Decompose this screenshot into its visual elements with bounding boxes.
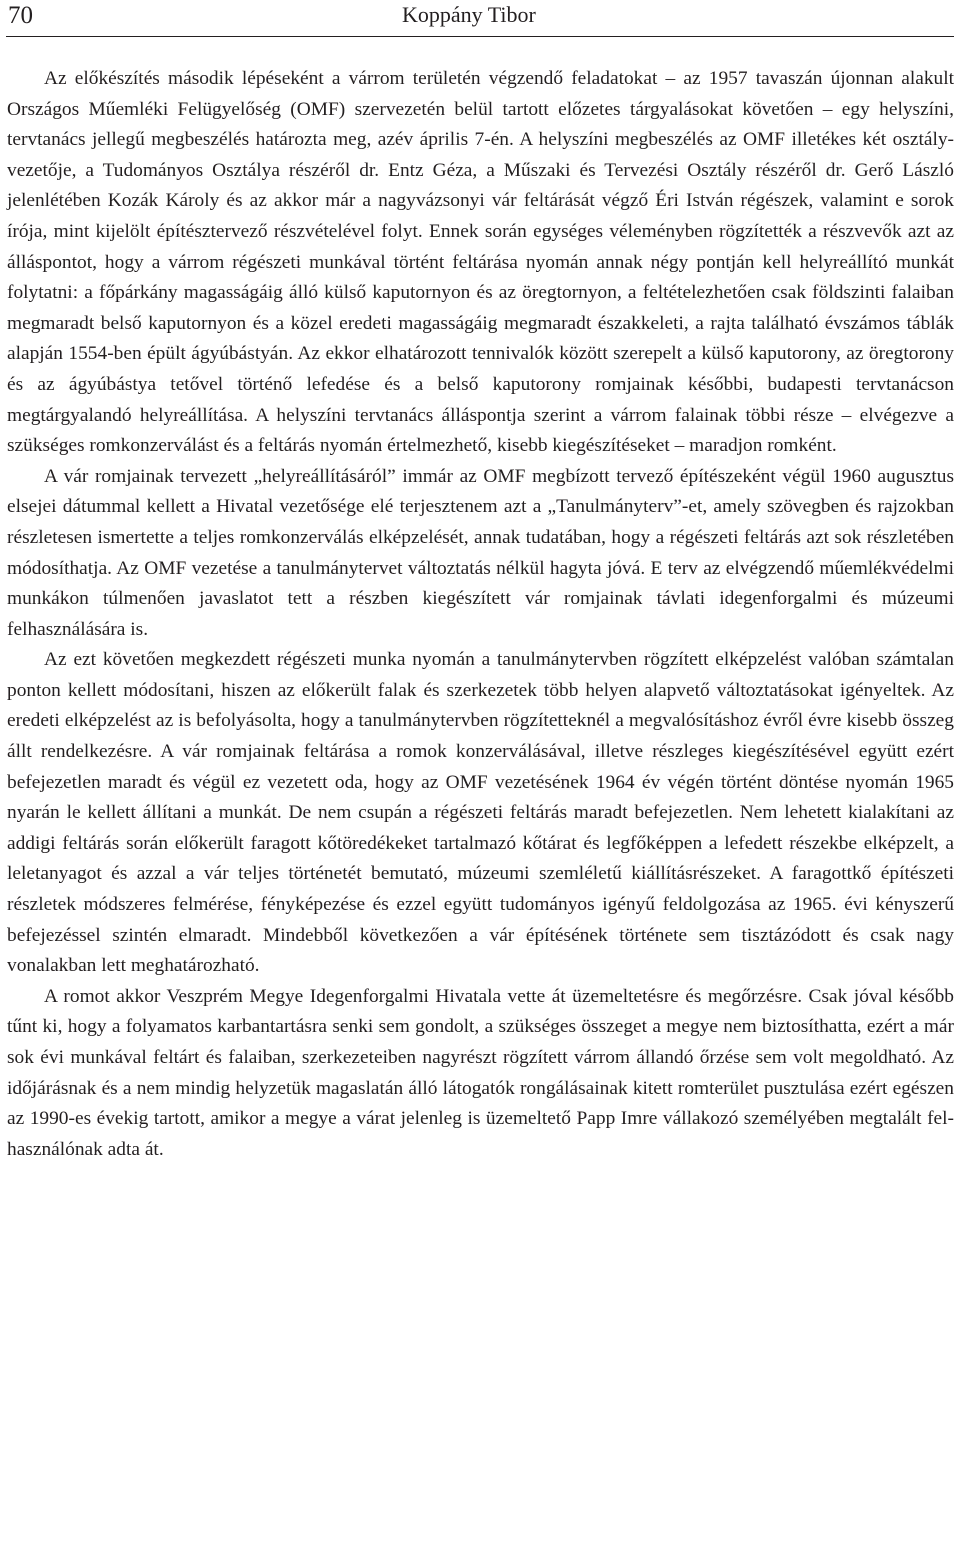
paragraph: A vár romjainak tervezett „helyreállításáról” immár az OMF megbízott tervező építészeként végül 1960 augusztus elsejei dátummal kellett a Hivatal vezetősége elé terjesztenem azt a „Tanulmányterv”-et, amely szövegben és rajzokban részletesen ismertette a teljes romkonzerválás elképzelését, annak tudatában, hogy a régészeti feltárás azt sok részletében módosíthatja. Az OMF vezetése a tanulmánytervet változtatás nélkül hagyta jóvá. E terv az elvégzendő műemlékvédelmi munkákon túlmenően javaslatot tett a részben kiegészített vár romjainak távlati idegenforgalmi és múzeumi felhasználására is. <box>7 465 954 640</box>
paragraph: Az előkészítés második lépéseként a várrom területén végzendő feladatokat – az 1957 tavaszán újonnan alakult Országos Műemléki Felügyelőség (OMF) szervezetén belül tartott előzetes tárgyalásokat követően – egy helyszíni, tervtanács jellegű megbeszélés határozta meg, azév április 7-én. A helyszíni megbeszélés az OMF illetékes két osztályvezetője, a Tudományos Osztálya részéről dr. Entz Géza, a Műszaki és Tervezési Osztály részéről dr. Gerő László jelenlétében Kozák Károly és az akkor már a nagyvázsonyi vár feltárását végző Éri István régészek, valamint e sorok írója, mint kijelölt építésztervező részvételével folyt. Ennek során egységes véleményben rögzítették a részvevők azt az álláspontot, hogy a várrom régészeti munkával történt feltárása nyomán annak négy pontján kell helyreállító munkát folytatni: a főpárkány magasságáig álló külső kaputornyon és az öregtornyon, a feltételezhetően csak földszinti falaiban megmaradt belső kaputornyon és a közel eredeti magasságáig megmaradt északkeleti, a rajta található évszámos táblák alapján 1554-ben épült ágyúbástyán. Az ekkor elhatározott tennivalók között szerepelt a külső kaputorony, az öregtorony és az ágyúbástya tetővel történő lefedése és a belső kaputorony romjainak későbbi, budapesti tervtanácson megtárgyalandó helyreállítása. A helyszíni tervtanács álláspontja szerint a várrom falainak többi része – elvégezve a szükséges romkonzerválást és a feltárás nyomán értelmezhető, kisebb kiegészítéseket – maradjon romként. <box>7 68 954 457</box>
paragraph: Az ezt követően megkezdett régészeti munka nyomán a tanulmánytervben rögzített elképzelést valóban számtalan ponton kellett módosítani, hiszen az előkerült falak és szerkezetek több helyen alapvető változtatásokat igényeltek. Az eredeti elképzelést az is befolyásolta, hogy a tanulmánytervben rögzítetteknél a megvalósításhoz évről évre kisebb összeg állt rendelkezésre. A vár romjainak feltárása a romok konzerválásával, illetve részleges kiegészítésével együtt ezért befejezetlen maradt és végül ez vezetett oda, hogy az OMF vezetésének 1964 év végén történt döntése nyomán 1965 nyarán le kellett állítani a munkát. De nem csupán a régészeti feltárás maradt befejezetlen. Nem lehetett kialakítani az addigi feltárás során előkerült faragott kőtöredékeket tartalmazó kőtárat és legfőképpen a lefedett részekbe elképzelt, a leletanyagot és azzal a vár teljes történetét bemutató, múzeumi szemléletű kiállításrészeket. A faragottkő építészeti részletek módszeres felmérése, fényképezése és ezzel együtt tudományos igényű feldolgozása az 1965. évi kényszerű befejezéssel szintén elmaradt. Mindebből következően a vár építésének története sem tisztázódott és csak nagy vonalakban lett meghatározható. <box>7 649 954 977</box>
body-text <box>7 64 954 1165</box>
running-head: Koppány Tibor <box>402 2 536 27</box>
page-header <box>6 0 954 37</box>
paragraph: A romot akkor Veszprém Megye Idegenforgalmi Hivatala vette át üzemeltetésre és megőrzésre. Csak jóval később tűnt ki, hogy a folyamatos karbantartásra senki sem gondolt, a szükséges összeget a megye nem biztosíthatta, ezért a már sok évi munkával feltárt és falaiban, szerkezeteiben nagyrészt rögzített várrom állandó őrzése sem volt megoldható. Az időjárásnak és a nem mindig helyzetük magaslatán álló látogatók rongálásainak kitett romterület pusztulása ezért egészen az 1990-es évekig tartott, amikor a megye a várat jelenleg is üzemeltető Papp Imre vállakozó személyében megtalált felhasználónak adta át. <box>7 985 954 1160</box>
page-number: 70 <box>8 2 33 29</box>
